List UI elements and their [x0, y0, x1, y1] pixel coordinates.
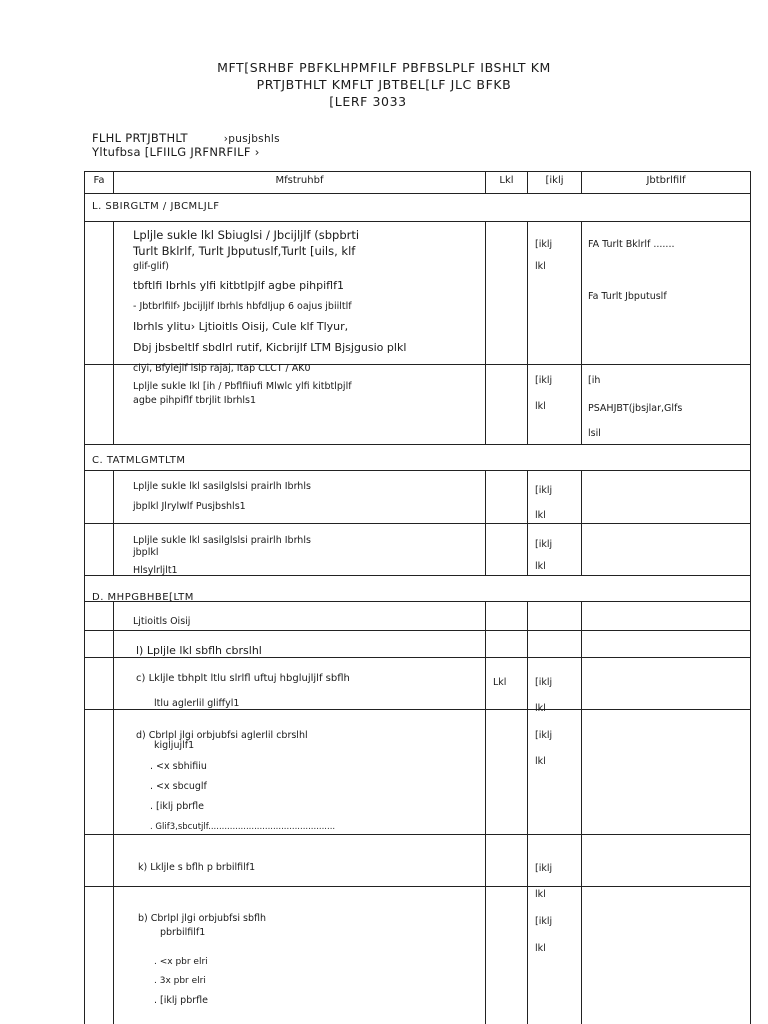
doc-title-line-3: [LERF 3033 [329, 94, 407, 109]
row9-desc: k) Lkljle s bflh p brbilfilf1 [138, 862, 256, 873]
row8-no-option: [iklj [535, 730, 553, 741]
row1-desc-line: Ibrhls ylitu› Ljtioitls Oisij, Cule klf Tlyur, [133, 320, 349, 333]
row2-remark: PSAHJBT(jbsjlar,Glfs [588, 403, 683, 414]
row8-yes-option: lkl [535, 756, 546, 767]
header-no: Fa [93, 175, 105, 186]
vline [581, 221, 582, 444]
header-yes: Lkl [499, 175, 514, 186]
row1-desc-line: Dbj jbsbeltlf sbdlrl rutif, Kicbrijlf LTM Bjsjgusio plkl [133, 341, 407, 354]
row3-desc-line: jbplkl Jlrylwlf Pusjbshls1 [133, 501, 246, 512]
hline [84, 834, 751, 835]
row1-desc-line: - Jbtbrlfilf› Jbcijljlf Ibrhls hbfdljup 6 oajus jbiiltlf [133, 301, 352, 312]
row1-remark: Fa Turlt Jbputuslf [588, 291, 667, 302]
table-border-right [750, 171, 751, 1024]
row8-option: . Glif3,sbcutjlf............................................... [150, 822, 336, 832]
row7-yes-option: Lkl [493, 677, 507, 688]
row10-option: . 3x pbr elri [154, 976, 206, 986]
row2-desc-line: Lpljle sukle lkl [ih / Pbflfiiufi Mlwlc ylfi kitbtlpjlf [133, 381, 352, 392]
doc-title-line-1: MFT[SRHBF PBFKLHPMFILF PBFBSLPLF IBSHLT KM [217, 60, 551, 75]
row5-desc: Ljtioitls Oisij [133, 616, 191, 627]
row10-option: . <x pbr elri [154, 957, 208, 967]
hline [84, 630, 751, 631]
section-b-title: C. TATMLGMTLTM [92, 455, 186, 466]
header-description: Mfstruhbf [275, 175, 324, 186]
doc-title-line-2: PRTJBTHLT KMFLT JBTBEL[LF JLC BFKB [256, 77, 512, 92]
hline [84, 171, 751, 172]
row8-option: . <x sbhifiiu [150, 761, 207, 772]
section-c-title: D. MHPGBHBE[LTM [92, 592, 194, 603]
hline [84, 575, 751, 576]
meta-line-1-label: FLHL PRTJBTHLT [92, 131, 188, 145]
hline [84, 470, 751, 471]
row10-desc-line: pbrbilfilf1 [160, 927, 206, 938]
row3-no-option: [iklj [535, 485, 553, 496]
row8-option: . <x sbcuglf [150, 781, 207, 792]
row1-desc-line: Turlt Bklrlf, Turlt Jbputuslf,Turlt [uils, klf [133, 244, 356, 258]
row4-no-option: [iklj [535, 539, 553, 550]
row2-desc-line: clyi, Bfylejlf lslp rajaj, Itap CLCT / AK0 [133, 363, 311, 374]
row1-no-option: [iklj [535, 239, 553, 250]
row8-desc-line: kigljujlf1 [154, 740, 195, 751]
row10-desc-line: b) Cbrlpl jlgi orbjubfsi sbflh [138, 913, 266, 924]
row4-desc-line: jbplkl [133, 547, 159, 558]
header-remarks: Jbtbrlfilf [646, 175, 686, 186]
row8-option: . [iklj pbrfle [150, 801, 204, 812]
row10-no-option: [iklj [535, 916, 553, 927]
vline [485, 601, 486, 1024]
row1-yes-option: lkl [535, 261, 546, 272]
hline [84, 221, 751, 222]
row8-desc-line: d) Cbrlpl jlgi orbjubfsi aglerlil cbrslhl [136, 730, 308, 741]
row4-desc-line: Hlsylrljlt1 [133, 565, 178, 576]
row1-desc-line: Lpljle sukle lkl Sbiuglsi / Jbcijljlf (sbpbrti [133, 228, 360, 242]
table-border-left [84, 171, 85, 1024]
row6-desc: l) Lpljle lkl sbflh cbrslhl [136, 644, 262, 657]
vline [527, 221, 528, 444]
hline [84, 193, 751, 194]
row10-option: . [iklj pbrfle [154, 995, 208, 1006]
row2-remark: lsil [588, 428, 601, 439]
row3-yes-option: lkl [535, 510, 546, 521]
row2-remark: [ih [588, 375, 601, 386]
row2-no-option: [iklj [535, 375, 553, 386]
row7-yes-text: lkl [535, 703, 546, 714]
vline [581, 470, 582, 575]
vline [113, 470, 114, 575]
hline [84, 523, 751, 524]
row10-yes-option: lkl [535, 943, 546, 954]
vline [581, 601, 582, 1024]
header-no-answer: [iklj [545, 175, 564, 186]
row7-desc-line: ltlu aglerlil gliffyl1 [154, 698, 240, 709]
row4-desc-line: Lpljle sukle lkl sasilglslsi prairlh Ibrhls [133, 535, 311, 546]
meta-line-1-value: ›pusjbshls [223, 133, 280, 145]
row1-desc-line: glif-glif) [133, 261, 169, 272]
vline [113, 601, 114, 1024]
row4-yes-option: lkl [535, 561, 546, 572]
section-a-title: L. SBIRGLTM / JBCMLJLF [92, 201, 220, 212]
row7-desc-line: c) Lkljle tbhplt ltlu slrlfl uftuj hbglujljlf sbflh [136, 673, 350, 684]
row7-no-option: [iklj [535, 677, 553, 688]
row9-no-option: [iklj [535, 863, 553, 874]
vline [485, 470, 486, 575]
hline [84, 886, 751, 887]
row1-remark: FA Turlt Bklrlf ....... [588, 239, 675, 250]
meta-line-1 [92, 131, 280, 145]
vline [485, 221, 486, 444]
row2-desc-line: agbe pihpiflf tbrjlit Ibrhls1 [133, 395, 257, 406]
row3-desc-line: Lpljle sukle lkl sasilglslsi prairlh Ibrhls [133, 481, 311, 492]
vline [527, 470, 528, 575]
hline [84, 444, 751, 445]
row1-desc-line: tbftlfi Ibrhls ylfi kitbtlpjlf agbe pihpiflf1 [133, 279, 344, 292]
vline [113, 221, 114, 444]
row9-yes-option: lkl [535, 889, 546, 900]
meta-line-2: Yltufbsa [LFIILG JRFNRFILF › [92, 145, 260, 159]
vline [527, 601, 528, 1024]
row2-yes-option: lkl [535, 401, 546, 412]
